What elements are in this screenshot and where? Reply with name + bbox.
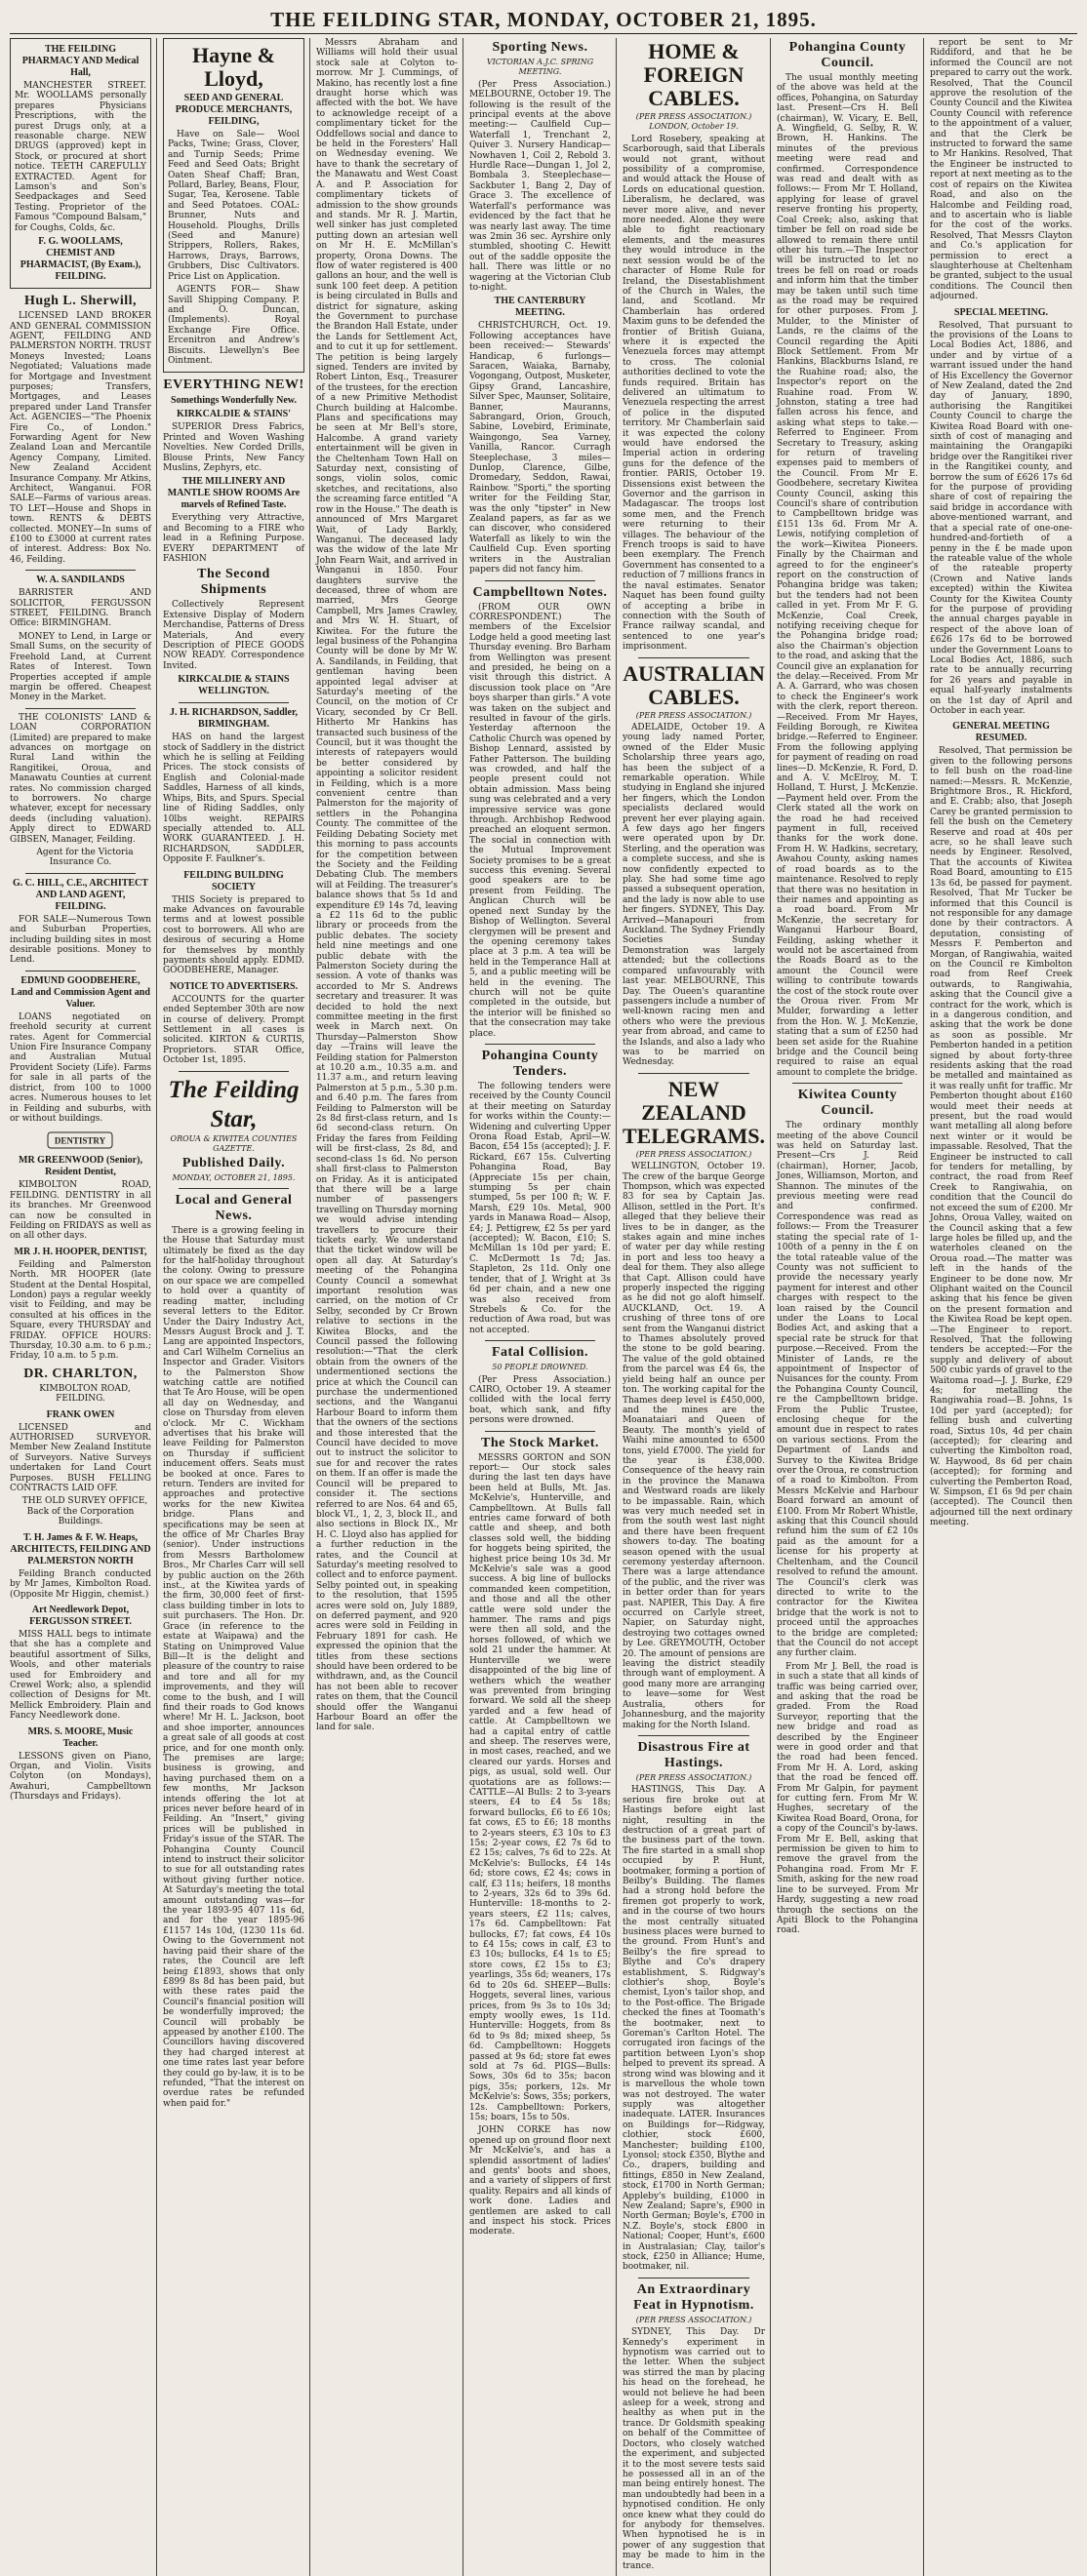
heaps-body: Feilding Branch conducted by Mr James, Kimbolton Road. (Opposite Mr Higgin, chemist.) [10, 1568, 151, 1600]
kiwitea-council-heading: Kiwitea County Council. [797, 1088, 898, 1119]
money-body: MONEY to Lend, in Large or Small Sums, on the security of Freehold Land, at Current Rates of Interest. Town Properties accepted if ample margin be offered. Cheapest Money in the Market. [10, 631, 151, 703]
millinery-body: Everything very Attractive, and Becoming to a FIRE who lead in a Refining Purpose. EVERY DEPARTMENT of FASHION [162, 513, 304, 564]
divider [638, 1073, 749, 1074]
richardson-heading: J. H. RICHARDSON, Saddler, BIRMINGHAM. [169, 707, 298, 731]
divider [638, 2278, 749, 2279]
sherwill-heading: Hugh L. Sherwill, [23, 294, 138, 309]
canterbury-heading: THE CANTERBURY MEETING. [494, 296, 586, 319]
column-5 [623, 38, 771, 2576]
notice-body: ACCOUNTS for the quarter ended September 30th are now in course of delivery. Prompt Settlement in all cases is solicited. KIRTON & CURTIS, Proprietors. STAR Office, October 1st, 1895. [162, 994, 304, 1066]
divider [179, 1188, 289, 1189]
divider [25, 708, 136, 709]
hypnotism [623, 2282, 765, 2571]
goodbehere-ad [10, 975, 151, 1124]
kirkcaldie-body: SUPERIOR Dress Fabrics, Printed and Woven Washing Novelties. New Corded Drills, Blouse Prints, New Fancy Muslins, Zephyrs, etc. [162, 422, 304, 473]
hooper-heading: MR J. H. HOOPER, DENTIST, [14, 1246, 147, 1257]
pharmacy-heading: THE FEILDING PHARMACY AND Medical Hall, [21, 44, 140, 78]
masthead-title: THE FEILDING STAR, MONDAY, OCTOBER 21, 1895. [270, 8, 817, 31]
sporting-heading: Sporting News. [492, 40, 588, 55]
hooper-ad [10, 1247, 151, 1362]
divider [485, 1044, 595, 1045]
dentistry-banner-icon [46, 1129, 114, 1152]
dentistry-banner-text: DENTISTRY [55, 1135, 106, 1146]
divider [485, 1340, 595, 1341]
hill-body: FOR SALE—Numerous Town and Suburban Properties, including building sites in most desirable positions. Money to Lend. [10, 914, 151, 966]
australian-body: ADELAIDE, October 19. A young lady named Porter, owned of the Elder Music Scholarship three years ago, has been the subject of a remarkable operation. While studying in England she injured her fingers, which the London specialists declared would prevent her ever playing again. A few days ago her fingers were operated upon by Dr. Sterling, and the operation was a complete success, and she is now confidently expected to play. She had some time ago passed a subsequent operation, and the lady is now able to use her fingers. SYDNEY, This Day. Arrived—Manapouri from Auckland. The Sydney Friendly Societies Sunday Demonstration was largely attended; but the collections compared unfavourably with last year. MELBOURNE, This Day. The Oueen's quarantine passengers include a number of well-known racing men and others who were the previous year from abroad, and came to the Islands, and also a lady who was to be married on Wednesday. [622, 722, 766, 1068]
kiwitea-continued-body: report be sent to Mr Riddiford, and that he be informed the Council are not prepared to carry out the work. Resolved, That the Council approve the resolution of the County Council and the Kiwitea County Council with reference to the appointment of a valuer, and that the Clerk be instructed to forward the same to Mr Hankins. Resolved, That the Engineer be instructed to report at next meeting as to the cost of repairs on the Kiwitea Road, and also on the Halcombe and Feilding road, and to ascertain who is liable for the cost of the works. Resolved, That Messrs Clayton and Co.'s application for permission to erect a slaughterhouse at Cheltenham be granted, subject to the usual conditions. The Council then adjourned. [930, 38, 1072, 302]
column-4 [469, 38, 617, 2576]
pohangina-council [777, 40, 918, 1078]
pharmacy-ad [10, 38, 151, 289]
pohangina-council-body: The usual monthly meeting of the above was held at the offices, Pohangina, on Saturday last. Present—Crs H. Bell (chairman), W. Vicary, E. Bell, A. Wingfield, G. Selby, R. W. Brown, H. Hankins. The minutes of the previous meeting were read and confirmed. Correspondence was read and dealt with as follows:— From Mr T. Holland, applying for lease of gravel reserve fronting his property, Coal Creek; also, asking that timber be fell on road side be allowed to remain there until other his turn.—The Inspector will be instructed to let no trees be fell on road or roads and inform him that the timber may be taken until such time as the road may be required for other purposes. From J. Mulder, to the Minister of Lands, re the claims of the Council regarding the Apiti Block Settlement. From Mr Hankins, Blackburns Island, re the Ruahine road; also, the Inspector's report on the Ruahine road. From W. Johnston, stating a tree had fallen across his fence, and asking what steps to take.—Referred to Engineer. From Secretary to Treasury, asking for return of traveling expenses paid to members of the Council. From Mr E. Goodbehere, secretary Kiwitea County Council, asking this Council's share of contribution to Campbelltown bridge was £151 13s 6d. From Mr A. Lewis, notifying completion of the work—Kiwitea Pioneers. Finally by the Chairman and agreed to for the engineer's report on the construction of Pohangina bridge was taken; but the tenders had not been called in yet. From Mr F. G. McKenzie, Coal Creek, notifying receiving cheque for the Pohangina bridge road; also the Chairman's objection to the road, and asking that the Council give an explanation for the delay.—Received. From Mr A. A. Garrard, who was chosen to check the Engineer's work with the clerk, report thereon.—Received. From Mr Hayes, Feilding Borough, re Kiwitea bridge.—Referred to Engineer. From the following applying for payment of reading on road lines—D. McKenzie, R. Ford, D. and A. V. McElroy, M. T. Holland, T. Hurst, J. McKenzie.—Payment held over. From the Clerk stated all the work on the road he had received payment in full, received thanks for the work done. From H. W. Hadkins, secretary, Awahou County, asking names of road boards as to the maintenance. Resolved to reply that there was no hesitation in their names and appointing as a road board. From Mr McKenzie, the secretary for Wanganui Harbour Board, Feilding, asking whether it would not be ascertained from the Roads Board as to the amount the Council were willing to contribute towards the cost of the stock route over the Oroua river. From Mr Mulder, forwarding a letter from the Hon. W. J. McKenzie, stating that a sum of £250 had been set aside for the Ruahine bridge and the Council being required to raise an equal amount to complete the bridge. [777, 73, 918, 1078]
columns [10, 38, 1077, 2571]
needlework-heading: Art Needlework Depot, FERGUSSON STREET. [29, 1604, 132, 1627]
everything-sub: Somethings Wonderfully New. [170, 395, 297, 407]
hypnotism-sub: (PER PRESS ASSOCIATION.) [635, 2315, 752, 2324]
greenwood-body: KIMBOLTON ROAD, FEILDING. DENTISTRY in all its branches. Mr Greenwood can now be consulted in Feilding on FRIDAYS as well as on all other days. [10, 1180, 151, 1242]
stock-heading: The Stock Market. [481, 1435, 599, 1450]
home-foreign-body: Lord Rosebery, speaking at Scarborough, said that Liberals would not grant, without possibility of a compromise, and would attack the House of Lords on educational question. Liberalism, he declared, was never more alive, and never more needed. Alone they were able to fight reactionary elements, and the measures they would introduce in the next session would be of the character of Home Rule for Ireland, the Disestablishment of the Church in Wales, the land, and Scotland. Mr Chamberlain has ordered Maxim guns to be defended the frontier of British Guiana, where it is expected the Venezuela forces may attempt to cross. The colonial authorities declined to vote the funds required. Britain has delivered an ultimatum to Venezuela respecting the arrest of police in the disputed territory. Mr Chamberlain said it was expected the colony would have endorsed the Imperial action in ordering guns for the defence of the frontier. PARIS, October 19. Dissensions exist between the Governor and the garrison in Madagascar. The troops lost some men, and the French were returning to their villages. The behaviour of the French troops is said to have been exemplary. The French Government has consented to a reduction of 7 millions francs in the naval estimates. Senator Naquet has been found guilty of accepting a bribe in connection with the South of France railway scandal, and sentenced to one year's imprisonment. [622, 134, 766, 653]
general-meeting-heading: GENERAL MEETING RESUMED. [952, 721, 1050, 744]
sandilands-ad [10, 575, 151, 702]
sherwill-body: LICENSED LAND BROKER AND GENERAL COMMISSION AGENT, FEILDING AND PALMERSTON NORTH. TRUST Moneys Invested; Loans Negotiated; Valuations made for Mortgage and Investment purposes; Transfers, Mortgages, and Leases prepared under Land Transfer Act. AGENCIES—"The Phoenix Fire Co., of London." Forwarding Agent for New Zealand Loan and Mercantile Agency Company, Limited. New Zealand Accident Insurance Company. Mr Atkins, Architect, Wanganui. FOR SALE—Farms of various areas. TO LET—House and Shops in town. RENTS & DEBTS collected. MONEY—In sums of £100 to £3000 at current rates of interest. Address: Box No. 46, Feilding. [10, 311, 151, 565]
issue-date: MONDAY, OCTOBER 21, 1895. [172, 1173, 296, 1183]
divider [792, 1083, 903, 1084]
moore-body: LESSONS given on Piano, Organ, and Violin. Visits Colyton (on Mondays), Awahuri, Campbelltown (Thursdays and Fridays). [10, 1751, 151, 1803]
hooper-body: Feilding and Palmerston North. MR HOOPER (late Student at the Dental Hospital, London) pays a regular weekly visit to Feilding, and may be consulted at his offices in the Square, every THURSDAY and FRIDAY. OFFICE HOURS: Thursday, 10.30 a.m. to 6 p.m.; Friday, 10 a.m. to 5 p.m. [10, 1259, 151, 1362]
postoffice-body: THE OLD SURVEY OFFICE, Back of the Corporation Buildings. [21, 1496, 148, 1527]
sporting-news [469, 40, 611, 575]
local-news-continued [316, 38, 458, 1733]
home-foreign-heading: HOME & FOREIGN CABLES. [643, 39, 745, 110]
sporting-body: (Per Press Association.) MELBOURNE, October 19. The following is the result of the principal events at the above meeting:— Caulfield Cup—Waterfall 1, Trenchant 2, Quiver 3. Nursery Handicap—Nowhaven 1, Coil 2, Rebold 3. Hurdle Race—Dungan 1, Jol 2, Bombala 3. Steeplechase—Sackbuter 1, Bang 2, Day of Grace 3. The excellence of Waterfall's performance was evidenced by the fact that he was nearly last away. The time was 2min 36 sec. Ayrshire only stumbled, shooting C. Hewitt out of the saddle opposite the hall. There was little or no wagering at the Victorian Club to-night. [468, 79, 611, 293]
sandilands-heading: W. A. SANDILANDS [36, 575, 125, 586]
richardson-ad [163, 707, 304, 864]
nz-sub: (PER PRESS ASSOCIATION.) [635, 1149, 752, 1159]
kirkcaldie-footer: KIRKCALDIE & STAINS WELLINGTON. [178, 674, 290, 697]
sherwill-ad [10, 294, 151, 565]
greenwood-ad [10, 1155, 151, 1241]
pohangina-tenders [469, 1049, 611, 1335]
masthead [10, 8, 1077, 34]
stock-body: MESSRS GORTON and SON report:— Our stock sales during the last ten days have been held at Bulls, Mt. Jas. McKelvie's, Hunterville, and Campbelltown. At Bulls fall entries came forward of both cattle and sheep, and both classes sold well, the bidding for hoggets being spirited, the highest price being 10s 3d. Mr McKelvie's sale was a good success. A big line of bullocks commanded keen competition, and those and all the other cattle were sold under the hammer. The rams and pigs were then all sold, and the horses followed, of which we sold 21 under the hammer. At Hunterville we were disappointed of the big line of wethers which the weather was prevented from bringing forward. We sold all the sheep yarded and a few head of cattle. At Campbelltown we had a capital entry of cattle and sheep. The reserves were, in most cases, reached, and we cleared our yards. Horses and pigs, as usual, sold well. Our quotations are as follows:— CATTLE—Al Bulls: 2 to 3-years steers, £4 to £4 5s 18s; forward bullocks, £6 to £6 10s; fat cows, £5 to £6; 18 months to 2-years steers, £3 10s to £3 15s; 2-year cows, £2 7s 6d to £2 15s; calves, 7s 6d to 22s. At McKelvie's: Bullocks, £4 14s 6d; store cows, £2 4s; cows in calf, £3 11s; heifers, 18 months to 2-years, 32s 6d to 39s 6d. Hunterville: 18-months to 2-years steers, £2 11s; calves, 17s 6d. Campbelltown: Fat bullocks, £7; fat cows, £4 10s to £4 15s; cows in calf, £3 to £3 10s; bullocks, £4 1s to £5; store cows, £2 15s to £3; yearlings, 35s 6d; weaners, 17s 6d to 20s 6d. SHEEP—Bulls: Hoggets, several lines, various prices, from 9s 3s to 10s 3d; empty woolly ewes, 1s 11d. Hunterville: Hoggets, from 8s 6d to 9s 8d; mixed sheep, 5s 6d. Campbelltown: Hoggets passed at 9s 6d; store fat ewes sold at 7s 6d. PIGS—Bulls: Sows, 30s 6d to 35s; bacon pigs, 35s; porkers, 12s. Mr McKelvie's: Sows, 35s; porkers, 12s. Campbelltown: Porkers, 15s; boars, 15s to 50s. [468, 1452, 611, 2122]
sandilands-body: BARRISTER AND SOLICITOR, FERGUSSON STREET, FEILDING. Branch Office: BIRMINGHAM. [10, 588, 151, 629]
notice-ad [163, 981, 304, 1066]
kiwitea-council [777, 1088, 918, 1936]
flag-subtitle: OROUA & KIWITEA COUNTIES GAZETTE. [170, 1133, 298, 1154]
notice-heading: NOTICE TO ADVERTISERS. [169, 980, 299, 992]
agents-body: AGENTS FOR— Shaw Savill Shipping Company. P. and O. Duncan, (Implements). Royal Exchange Fire Office. Ercenitron and Andrew's Biscuits. Llewellyn's Bee Ointment. [167, 285, 300, 366]
owen-body: LICENSED and AUTHORISED SURVEYOR. Member New Zealand Institute of Surveyors. Native Surveys undertaken for Land Court Purposes. BUSH FELLING CONTRACTS LAID OFF. [10, 1422, 151, 1494]
divider [179, 1071, 289, 1072]
general-meeting-body: Resolved, That permission be given to the following persons to fell bush on the road-line named:—Messrs. R. McKenzie, Brightmore Bros., R. Hickford, and E. Crabb; also, that Joseph Carey be granted permission to fell the bush on the Cemetery Reserve and road at 40s per acre, so he shall leave such needs by Engineer. Resolved, That the accounts of Kiwitea Road Board, amounting to £15 13s 6d, be passed for payment. Resolved, That Mr Tucker be informed that this Council is not responsible for any damage done by their contractors. A deputation, consisting of Messrs F. Pemberton and Morgan, of Rangiwahia, waited on the Council re Kimbolton road from Reef Creek outwards, to Rangiwahia, asking that the Council give a contract for the work, which is in a dangerous condition, and asking that the work be done as soon as possible. Mr Pemberton handed in a petition signed by about forty-three residents asking that the road be metalled and maintained as it was really unfit for traffic. Mr Pemberton thought about £160 would meet their needs at present, but the road would want metalling all along before next winter or it would be impassable. Resolved, That the Engineer be instructed to call for tenders for metalling, by contract, the road from Reef Creek to Rangiwahia, on condition that the Council do not exceed the sum of £200. Mr Johns, Oroua Valley, waited on the Council asking that a few large holes be filled up, and the waterholes cleaned on the Oroua road.—The matter was left in the hands of the Engineer to be done now. Mr Oliphant waited on the Council asking that his fence be given on the present formation and the Kiwitea Road be kept open.—The Engineer to report. Resolved, That the following tenders be accepted:—For the supply and delivery of about 500 cubic yards of gravel to the Waitoma road—J. J. Burke, £29 4s; for metalling the Rangiwahia road—B. Johns, 1s 10d per yard (accepted); for felling bush and culverting road, Sixtus 10s, 4d per chain (accepted); for clearing and culverting the Kimbolton road, W. Haywood, 8s 6d per chain (accepted); for forming and culverting the Pemberton Road, W. Simpson, £1 6s 9d per chain (accepted). The Council then adjourned till the next ordinary meeting. [930, 746, 1072, 1528]
local-news-continued-body: Messrs Abraham and Williams will hold their usual stock sale at Colyton to-morrow. Mr J. Cummings, of Makino, has recently lost a fine draught horse which was affected with the bot. We have to acknowledge receipt of a complimentary ticket for the Oddfellows social and dance to be held in the Foresters' Hall on Wednesday evening. We have to thank the secretary of the Manawatu and West Coast A. and P. Association for complimentary tickets of admission to the show grounds and stands. Mr R. J. Martin, well sinker has just completed putting down an artesian well on Mr H. E. McMillan's property, Orona Downs. The flow of water registered is 400 gallons an hour, and the well is sunk 100 feet deep. A petition is being circulated in Bulls and district for signature, asking the Government to purchase the Brandon Hall Estate, under the Lands for Settlement Act, and to cut it up for settlement. The petition is being largely signed. Tenders are invited by Robert Linton, Esq., Treasurer of the trustees, for the erection of a new Primitive Methodist Church building at Halcombe. Plans and specifications may be seen at Mr Bell's store, Halcombe. A grand variety entertainment will be given in the Cheltenham Town Hall on Saturday next, consisting of songs, violin solos, comic sketches, and recitations, also the screaming farce entitled "A row in the House." The death is announced of Mrs Margaret Wait, of Lady Barkly, Wanganui. The deceased lady was the widow of the late Mr John Fearn Wait, and arrived in Wanganui in 1850. Four daughters survive the deceased, three of whom are married, Mrs George Campbell, Mrs James Crawley, and Mrs W. H. Stuart, of Kiwitea. For the future the legal business of the Pohangina County will be done by Mr W. A. Sandilands, in Feilding, that gentleman having been appointed legal adviser at Saturday's meeting of the Council, on the motion of Cr Vicary, seconded by Cr Bell. Hitherto Mr Hankins has transacted such business of the Council, but it was thought the interests of ratepayers would be better considered by appointing a solicitor resident in Feilding, which is a more convenient centre than Palmerston for the majority of settlers in the Pohangina County. The committee of the Feilding Debating Society met this morning to pass accounts for the competition between the Society and the Feilding Debating Club. The members will at Feilding. The treasurer's balance shows that 5s 1d and expenditure £9 14s 7d, leaving a £2 11s 6d to the public library or proceeds from the public debates. The society held nine meetings and one public debate with the Palmerston Society during the session. A vote of thanks was accorded to Mr S. Andrews secretary and treasurer. It was decided to hold the next committee meeting in the first week in March next. On Thursday—Palmerston Show day —Trains will leave the Feilding station for Palmerston at 10.20 a.m., 10.35 a.m. and 11.37 a.m., and return leaving Palmerston at 5 p.m., 5.30 p.m. and 6.40 p.m. The fares from Feilding to Palmerston will be 2s 8d first-class return, and 1s 6d second-class return. On Friday the fares from Feilding will be first-class, 2s 8d, and second-class 1s 6d. No person shall first-class to Palmerston on Friday. As it is anticipated that there will be a large number of passengers travelling on Thursday morning we would advise intending travellers to procure their tickets early. We understand that the ticket window will be open all day. At Saturday's meeting of the Pohangina County Council a somewhat important resolution was carried, on the motion of Cr Selby, seconded by Cr Brown relative to sections in the Kiwitea Blocks, and the Council passed the following resolution:—"That the clerk obtain from the owners of the undermentioned sections the price at which the Council can purchase the undermentioned sections, and the Wanganui Harbour Board to inform them that the owners of the sections and those interested that the Council have decided to move out to instruct the solicitor to sue for and recover the rates on them. If an offer is made the Council will be prepared to consider it. The sections referred to are Nos. 64 and 65, block VI., 1, 2, 3, block II., and also sections in Block IX., Mr H. C. Lloyd also has applied for a further reduction in the rates, and the Council at Saturday's meeting resolved to collect and to enforce payment. Selby pointed out, in speaking to the resolution, that 1595 acres were sold on, July 1889, on deferred payment, and 920 acres were sold in Feilding in February 1891 for cash. He expressed the opinion that the titles from these sections should have been ordered to be withdrawn, and, as the Council has not been able to recover rates on them, that the Council should offer the Wanganui Harbour Board an offer the land for sale. [315, 38, 458, 1733]
society-ad [163, 870, 304, 976]
stock-market [469, 1436, 611, 2238]
kiwitea-council-body: The ordinary monthly meeting of the above Council was held on Saturday last. Present—Crs J. Reid (chairman), Horner, Jacob, Jones, Williamson, Morton, and Shannon. The minutes of the previous meeting were read and confirmed. Correspondence was read as follows:— From the Treasurer stating the special rate of 1-100th of a penny in the £ on the total rateable value of the County was not sufficient to provide the necessary yearly payment for interest and other charges with respect to the loan raised by the Council under the Loans to Local Bodies Act, and asking that a special rate be struck for that purpose.—Received. From the Minister of Lands, re the appointment of Inspector of Nuisances for the county. From the Pohangina County Council, re the Campbelltown bridge. From the Public Trustee, enclosing cheque for the amount due in respect to rates on various sections. From the Department of Lands and Survey to the Kiwitea Bridge over the Oroua, re construction of a road to Kimbolton. From Messrs McKelvie and Harbour Board forward an amount of £100. From Mr Robert Whistle, asking that this Council should refund him the sum of £2 10s paid as the amount for a license for his property at Cheltenham, and the Council resolved to refund the amount. The Council's clerk was directed to write to the contractor for the Kiwitea bridge that the work is not to proceed until the approaches to the bridge are completed; that the Council do not accept any further claim. [777, 1121, 918, 1659]
victoria-agent: Agent for the Victoria Insurance Co. [36, 848, 134, 868]
campbelltown-body: (FROM OUR OWN CORRESPONDENT.) The members of the Excelsior Lodge held a good meeting last Thursday evening. Bro Barham from Wellington was present and presided, he being on a visit through this district. A discussion took place on "Are boys sharper than girls." A vote was taken on the subject and resulted in favour of the girls. Yesterday afternoon the Catholic Church was opened by Bishop Lennard, assisted by Father Patterson. The building was crowded, and half the people present could not obtain admission. Mass being sung was celebrated and a very impressive service was gone through. Archbishop Redwood preached an eloquent sermon. The social in connection with the Mutual Improvement Society promises to be a great success this evening. Several good speakers are to be present from Feilding. The Anglican Church will be opened next Sunday by the Bishop of Wellington. Several clergymen will be present and the opening ceremony takes place at 3 p.m. A tea will be held in the Temperance Hall at 5, and a public meeting will be held in the evening. The church will not be quite completed in the outside, but the interior will be finished so that the consecration may take place. [468, 602, 611, 1039]
greenwood-heading: MR GREENWOOD (Senior), Resident Dentist, [19, 1155, 142, 1178]
divider [638, 657, 749, 658]
divider [485, 580, 595, 581]
fatal-collision [469, 1345, 611, 1425]
second-shipments-body: Collectively Represent Extensive Display of Modern Merchandise, Patterns of Dress Materials, And every Description of PIECE GOODS NOW READY. Correspondence Invited. [162, 600, 304, 671]
heaps-heading: T. H. James & F. W. Heaps, ARCHITECTS, FEILDING AND PALMERSTON NORTH [10, 1531, 151, 1566]
hypnotism-body: SYDNEY, This Day. Dr Kennedy's experiment in hypnotism was carried out to the letter. When the subject was stirred the man by placing his head on the forehead, he would not believe he had been asleep for a week, strong and healthy as when put in the trance. Dr Goldsmith speaking on behalf of the Committee of Doctors, who closely watched the experiment, and subjected it to the most severe tests said he possessed all in an of the man being entirely honest. The man undoubtedly had been in a hypnotised condition. He only once knew what they could do for anybody for themselves. When hypnotised he is in power of any suggestion that may be made to him in the trance. [622, 2327, 766, 2571]
collision-heading: Fatal Collision. [491, 1345, 588, 1361]
pohangina-tenders-body: The following tenders were received by the County Council at their meeting on Saturday for works within the County:— Widening and culverting Upper Orona Road Estab, April—W. Bacon, £54 15s (accepted); J. F. Rickard, £67 15s. Culverting Pohangina Road, Bay (Appreciate 15s per chain, stumping 5s per chain stumped, 5s per 100 ft; W. F. Marsh, £29 10s. Metal, 900 yards in Manawa Road— Alsop, £4; J. Pettigrew, £2 5s per yard (accepted); W. Bacon, £10; S. McMillan 1s 10d per yard; E. C. McDermott 1s 7d; Jas. Stapleton, 2s 11d. Only one tender, that of J. Wright at 3s 6d per chain, and a new one was also received from Strebels & Co. for the reduction of Awa road, but was not accepted. [468, 1081, 611, 1335]
owen-ad [10, 1409, 151, 1527]
column-1 [10, 38, 157, 2576]
australian-cables [623, 662, 765, 1068]
kirkcaldie-heading: KIRKCALDIE & STAINS' [176, 409, 291, 420]
general-meeting [930, 721, 1072, 1527]
needlework-body: MISS HALL begs to intimate that she has a complete and beautiful assortment of Silks, Wools, and other materials used for Embroidery and Crewel Work; also, a splendid collection of Designs for Mt. Mellick Embroidery. Plain and Fancy Needlework done. [10, 1629, 151, 1722]
corke-body: JOHN CORKE has now opened up on ground floor next Mr McKelvie's, and has a splendid assortment of ladies' and gents' boots and shoes, and a variety of slippers of first quality. Repairs and all kinds of work done. Ladies and gentlemen are asked to call and inspect his stock. Prices moderate. [468, 2125, 611, 2238]
divider [25, 873, 136, 874]
local-news-heading: Local and General News. [175, 1192, 293, 1223]
column-6 [777, 38, 924, 2576]
published-daily: Published Daily. [181, 1156, 286, 1171]
collision-sub: 50 PEOPLE DROWNED. [492, 1363, 588, 1372]
moore-heading: MRS. S. MOORE, Music Teacher. [27, 1725, 134, 1749]
collision-body: (Per Press Association.) CAIRO, October 19. A steamer collided with the local ferry boat, which sank, and fifty persons were drowned. [468, 1374, 611, 1426]
heaps-ad [10, 1532, 151, 1600]
local-news [163, 1193, 304, 2109]
second-shipments-heading: The Second Shipments [197, 567, 270, 598]
goodbehere-body: LOANS negotiated on freehold security at current rates. Agent for Commercial Union Fire Insurance Company and Australian Mutual Provident Society (Life). Farms for sale in all parts of the district, from 100 to 1000 acres. Numerous houses to let in Feilding and suburbs, with or without buildings. [10, 1011, 151, 1124]
woollams-name: F. G. WOOLLAMS, CHEMIST AND PHARMACIST, (By Exam.), FEILDING. [20, 236, 141, 283]
needlework-ad [10, 1605, 151, 1722]
hastings-fire [623, 1740, 765, 2273]
kiwitea-continued [930, 38, 1072, 302]
divider [25, 570, 136, 571]
hayne-body: Have on Sale— Wool Packs, Twine; Grass, Clover, and Turnip Seeds; Prime Feed and Seed Oats; Bright Oaten Sheaf Chaff; Bran, Pollard, Barley, Beans, Flour, Sugar, Tea, Kerosene. Table and Seed Potatoes. COAL: Brunner, Nuts and Household. Ploughs, Drills (Seed and Manure) Strippers, Rollers, Rakes, Harrows, Drays, Barrows, Grubbers, Disc Cultivators. Price List on Application. [167, 130, 300, 282]
goodbehere-heading: EDMUND GOODBEHERE, Land and Commission Agent and Valuer. [11, 974, 150, 1010]
hypnotism-heading: An Extraordinary Feat in Hypnotism. [633, 2281, 754, 2313]
hill-heading: G. C. HILL, C.E., ARCHITECT AND LAND AGENT, FEILDING. [13, 877, 148, 912]
local-news-body: There is a growing feeling in the House that Saturday must ultimately be fixed as the day for the half-holiday throughout the colony. Owing to pressure on our space we are compelled to hold over a quantity of reading matter, including several letters to the Editor. Under the Dairy Industry Act, Messrs August Brock and J. T. Lang are appointed Inspectors, and Carl Wilhelm Cornelius an Inspector and Grader. Visitors to the Palmerston Show watching cattle are notified that Te Aro House, will be open all day on Wednesday, and close on Thursday from eleven o'clock. Mr C. Wickham advertises that his brake will leave Feilding for Palmerston on Thursday if sufficient inducement offers. Seats must be booked at once. Fares to return. Tenders are invited for approaches and protective works for the new Kiwitea bridge. Plans and specifications may be seen at the office of Mr Charles Bray (senior). Under instructions from Messrs Bartholomew Bros., Mr Charles Carr will sell by public auction on the 26th inst., at the Kiwitea yards of the firm, 30,000 feet of first-class building timber in lots to suit purchasers. The Hon. Dr. Grace (in reference to the estate at Waipawa) and the Stating on Unimproved Value Bill—It is the delight and pleasure of the country to raise and tore and all for my improvements, and they will come to the bush, and I will find their roads to God knows where! Mr H. L. Jackson, boot and shoe importer, announces a great sale of all goods at cost price, and for one month only. The premises are large; business is growing, and having purchased them on a few months, Mr Jackson intends offering the lot at prices never before heard of in Feilding. An "Insert," giving prices will be published in Friday's issue of the STAR. The Pohangina County Council intend to instruct their solicitor to sue for all outstanding rates without giving further notice. At Saturday's meeting the total amount outstanding was—for the year 1893-95 407 11s 6d, and for the year 1895-96 £1157 14s 10d, (1230 11s 6d. Owing to the Government not having paid their share of the rates, the Council are left being £1893, shows that only £899 8s 8d has been paid, but with these rates paid the Council's financial position will be wonderfully improved; the Council will probably be appeased by another £100. The Councillors having discovered they had charged interest at one time rates last year before they could go by-law, it is to be refunded, "That the interest on overdue rates be refunded when paid for." [162, 1225, 304, 2109]
special-meeting-heading: SPECIAL MEETING. [953, 306, 1049, 318]
special-meeting [930, 307, 1072, 717]
hayne-heading: Hayne & Lloyd, [192, 43, 275, 91]
owen-heading: FRANK OWEN [46, 1408, 115, 1420]
campbelltown-notes [469, 585, 611, 1039]
charlton-ad [10, 1367, 151, 1405]
pharmacy-body: MANCHESTER STREET. Mr. WOOLLAMS personally prepares Physicians Prescriptions, with the purest Drugs only, at a reasonable charge. NEW DRUGS (approved) kept in Stock, or procured at short notice. TEETH CAREFULLY EXTRACTED. Agent for Lamson's and Son's Seedpackages and Seed Testing. Proprietor of the Famous "Compound Balsam," for Coughs, Colds, &c. [15, 81, 146, 233]
hayne-ad [163, 38, 304, 373]
society-body: THIS Society is prepared to make Advances on favourable terms and at lowest possible cost to borrowers. All who are desirous of securing a Home for themselves by monthly payments should apply. EDMD. GOODBEHERE, Manager. [162, 894, 304, 976]
special-meeting-body: Resolved, That pursuant to the provisions of the Loans to Local Bodies Act, 1886, and under and by virtue of a warrant issued under the hand of His Excellency the Governor of New Zealand, dated the 2nd day of January, 1890, authorising the Rangitikei County Council to charge the Kiwitea Road Board with one-sixth of cost of managing and maintaining the Orangapiki bridge over the Rangitikei river in the Rangitikei county, and borrow the sum of £626 17s 6d for the purpose of providing share of cost of repairing the said bridge in accordance with above-mentioned warrant, and that a special rate of one-one-hundred-and-fortieth of a penny in the £ be made upon the rateable value of the whole of the rateable property (Crown and Native lands excepted) within the Kiwitea County for the Kiwitea County for the purpose of providing the annual charges payable in respect of the above loan of £626 17s 6d to be borrowed under the Government Loans to Local Bodies Act, 1886, such rate to be annually recurring for 26 years and payable in equal half-yearly instalments on the 1st day of April and October in each year. [930, 320, 1072, 716]
sporting-sub: VICTORIAN A.J.C. SPRING MEETING. [486, 58, 594, 77]
column-7 [930, 38, 1077, 2576]
australian-heading: AUSTRALIAN CABLES. [623, 660, 765, 709]
fire-body: HASTINGS, This Day. A serious fire broke out at Hastings before eight last night, resulting in the destruction of a great part of the business part of the town. The fire started in a small shop occupied by P. Hunt, bootmaker, forming a portion of Beilby's Building. The flames had a strong hold before the firemen got properly to work, and in the course of two hours the most centrally situated business places were burned to the ground. From Hunt's and Beilby's the fire spread to Blythe and Co's drapery establishment, S. Ridgway's clothier's shop, Boyle's chemist, Lyon's tailor shop, and to the Post-office. The Brigade checked the fines at Toomath's the bootmaker, next to Goreman's Carlton Hotel. The corrugated iron facings of the partition between Lyon's shop helped to prevent its spread. A strong wind was blowing and it is marvellous the whole town was not destroyed. The water supply was altogether inadequate. LATER. Insurances on Buildings for—Ridgway, clothier, stock £600, Manchester; building £100, Lyonsol; stock £350, Blythe and Co., drapers, building and fittings, £850 in New Zealand, stock, £1700 in North German; Appleby's building, £1000 in New Zealand; Sapre's, £900 in North German; Boyle's, £700 in N.Z. Boyle's, stock £800 in National; Cooper, Hunt's, £600 in Australasian; Clay, tailor's stock, £250 in Alliance; Hume, bootmaker, nil. [622, 1785, 766, 2273]
colonists-body: THE COLONISTS' LAND & LOAN CORPORATION (Limited) are prepared to make advances on mortgage on Rural Land within the Rangitikei, Oroua, and Manawatu Counties at current rates. No commission charged to borrowers. No charge whatever, except for necessary deeds (including valuation). Apply direct to EDWARD GIBSEN, Manager, Feilding. [10, 712, 151, 845]
campbelltown-heading: Campbelltown Notes. [472, 584, 608, 600]
hill-ad [10, 878, 151, 966]
divider [638, 1735, 749, 1736]
moore-ad [10, 1726, 151, 1803]
pohangina-tenders-heading: Pohangina County Tenders. [481, 1048, 599, 1079]
hayne-sub: SEED AND GENERAL PRODUCE MERCHANTS, FEILDING, [175, 93, 293, 127]
everything-ad [163, 377, 304, 697]
fire-sub: (PER PRESS ASSOCIATION.) [635, 1772, 752, 1782]
canterbury-body: CHRISTCHURCH, Oct. 19. Following acceptances have been received:— Stewards' Handicap, 6 furlongs—Saracen, Waiaka, Barnaby, Vogongang, Outpost, Musketer, Gipsy Grand, Lancashire, Silver Spec, Maunser, Solitaire, Banner, Mauranns, Sabrangard, Orion, Grouch, Sabine, Lovebird, Eriminate, Waingongo, Sea Varney, Vanilla, Rancor. Curragh Steeplechase, 3 miles— Dunlop, Clarence, Gilbe, Dromedary, Seddon, Rawai, Rainbow. "Sporti," the sporting writer for the Feilding Star, was the only "tipster" in New Zealand papers, as far as we can discover, who considered Waterfall as likely to win the Caulfield Cup. Even sporting writers in the Australian papers did not fancy him. [468, 321, 611, 575]
fire-heading: Disastrous Fire at Hastings. [637, 1739, 750, 1770]
column-2 [163, 38, 310, 2576]
nz-telegrams [623, 1078, 765, 1730]
everything-heading: EVERYTHING NEW! [163, 377, 304, 393]
pohangina-continued-body: From Mr J. Bell, the road is in such a state that all kinds of traffic was being carried over, and asking that the road be graded. From the Road Surveyor, reporting that the new bridge and road as described by the Engineer were in good order and that the road had been fenced. From Mr H. A. Lord, asking that the road be fenced off. From Mr Galpin, for payment for cutting fern. From Mr W. Hughes, secretary of the Kiwitea Road Board, Orona, for a copy of the Council's by-laws. From Mr E. Bell, asking that permission be given to him to remove the gravel from the Pohangina road. From Mr F. Smith, asking for the new road line to be surveyed. From Mr Hardy, suggesting a new road through the sections on the Apiti Block to the Pohangina road. [777, 1661, 918, 1936]
society-heading: FEILDING BUILDING SOCIETY [183, 869, 284, 892]
charlton-body: KIMBOLTON ROAD, FEILDING. [39, 1383, 131, 1405]
column-3 [316, 38, 463, 2576]
nz-heading: NEW ZEALAND TELEGRAMS. [622, 1076, 766, 1148]
millinery-heading: THE MILLINERY AND MANTLE SHOW ROOMS Are marvels of Refined Taste. [167, 476, 301, 511]
home-foreign-cables [623, 40, 765, 653]
divider [179, 702, 289, 703]
australian-sub: (PER PRESS ASSOCIATION.) [635, 710, 752, 720]
colonists-ad [10, 713, 151, 868]
nz-body: WELLINGTON, October 19. The crew of the barque George Thompson, which was expected 83 for sea by Captain Jas. Allison, settled in the Port. It's alleged that they believe their lives to be in danger, as the stakes again and mine inches of water per day while resting in port and less too heavy a deal for them. They also allege that Capt. Allison could have properly inspected the rigging as he did not go aloft himself. AUCKLAND, Oct. 19. A crushing of three tons of ore sent from the Wanganui district to Thames absolutely proved the stone to be gold bearing. The value of the gold obtained from the parcel was £4 6s, the yield being half an ounce per ton. The working capital for the Thames deep level is £450,000, and the mines are the Moanataiari and Queen of Beauty. The month's yield of Waihi mine amounted to 6500 tons, yield £7000. The yield for the year is £38,000. Consequence of the heavy rain in the province the Manawa and Westward roads are likely to be impassable. Rain, which was very much needed set in from the south west last night and there have been frequent showers to-day. The boating season opened with the usual ceremony yesterday afternoon. There was a large attendance of the public, and the river was in better order than for years past. NAPIER, This Day. A fire occurred on Carlyle street, Napier, on Saturday night, destroying two cottages owned by Lee. GREYMOUTH, October 20. The amount of pensions are leaving the district steadily through want of employment. A good many more are arranging to leave—some for West Australia, others for Johannesburg, and the majority making for the North Island. [622, 1162, 766, 1730]
pohangina-council-heading: Pohangina County Council. [788, 40, 906, 70]
divider [485, 1431, 595, 1432]
home-foreign-sub: (PER PRESS ASSOCIATION.) LONDON, October 19. [635, 112, 752, 132]
richardson-body: HAS on hand the largest stock of Saddlery in the district which he is selling at Feilding Prices. The stock consists of English and Colonial-made Saddles, Harness of all kinds, Whips, Bits, and Spurs. Special line of Riding Saddles, only 10lbs weight. REPAIRS specially attended to. ALL WORK GUARANTEED. J. H. RICHARDSON, SADDLER, Opposite F. Faulkner's. [162, 733, 304, 865]
charlton-heading: DR. CHARLTON, [23, 1366, 138, 1381]
newspaper-flag: The Feilding Star, [168, 1076, 300, 1132]
